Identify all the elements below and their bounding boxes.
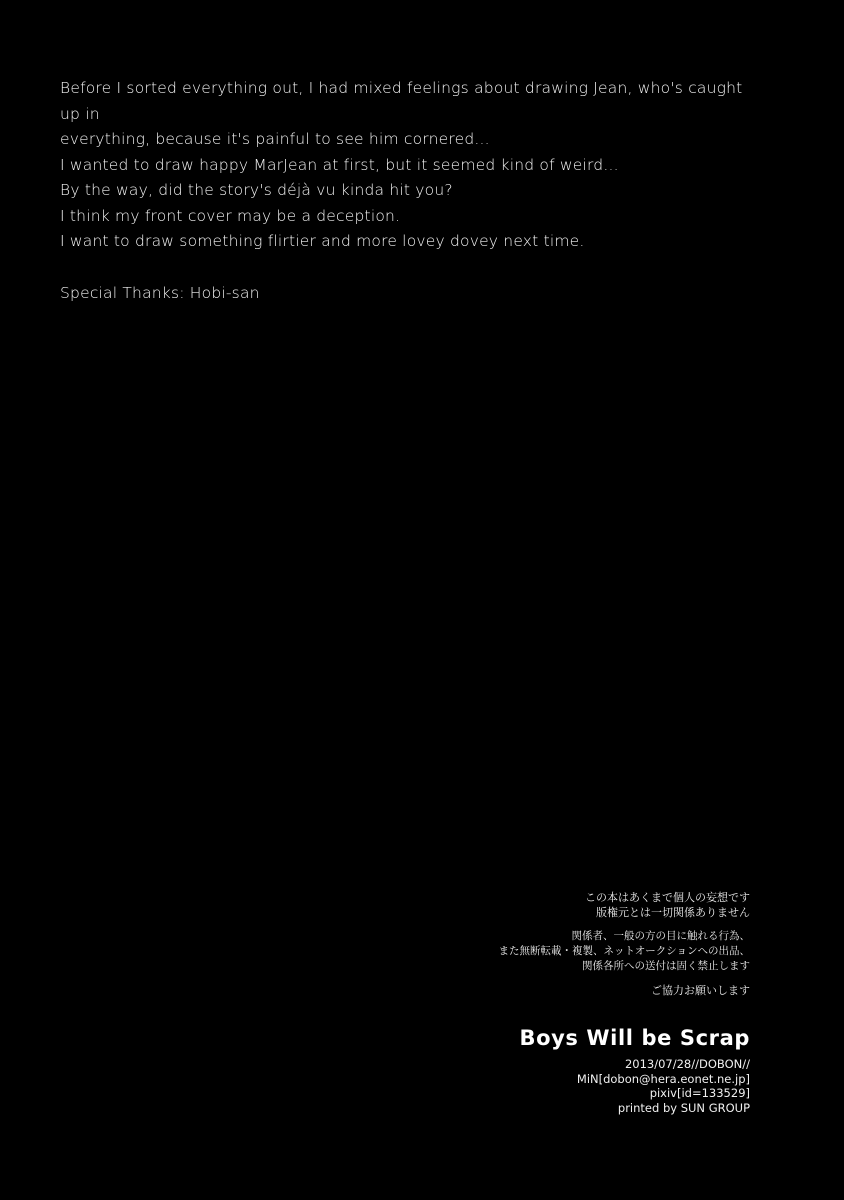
colophon-notice-line: この本はあくまで個人の妄想です — [585, 891, 750, 904]
imprint-date-circle: 2013/07/28//DOBON// — [624, 1057, 750, 1071]
special-thanks-line: Special Thanks: Hobi-san — [60, 283, 260, 302]
colophon-notice-line: 関係各所への送付は固く禁止します — [582, 960, 750, 972]
afterword-line: everything, because it's painful to see him cornered... — [60, 130, 490, 148]
colophon-spacer — [330, 920, 750, 929]
afterword-line: I think my front cover may be a deception. — [60, 206, 401, 225]
colophon-notice — [330, 890, 750, 998]
imprint-printer: printed by SUN GROUP — [617, 1100, 750, 1115]
paragraph-spacer — [60, 255, 760, 281]
afterword-line: I wanted to draw happy MarJean at first, but it seemed kind of weird... — [60, 155, 619, 174]
imprint-contact-email: MiN[dobon@hera.eonet.ne.jp] — [576, 1071, 750, 1086]
afterword-line: I want to draw something flirtier and more lovey dovey next time. — [60, 232, 585, 250]
colophon-spacer — [330, 974, 750, 983]
afterword-line: Before I sorted everything out, I had mixed feelings about drawing Jean, who's caught up in — [60, 79, 743, 123]
publication-title: Boys Will be Scrap — [519, 1026, 750, 1050]
colophon-notice-line: 関係者、一般の方の目に触れる行為、 — [571, 930, 750, 942]
afterword-line: By the way, did the story's déjà vu kinda hit you? — [60, 181, 453, 199]
colophon-request-line: ご協力お願いします — [651, 984, 750, 997]
afterword-text-block — [60, 76, 760, 306]
imprint-block — [290, 1025, 750, 1115]
colophon-notice-line: 版権元とは一切関係ありません — [596, 906, 750, 919]
imprint-meta — [290, 1057, 750, 1115]
imprint-pixiv-id: pixiv[id=133529] — [649, 1086, 750, 1100]
colophon-notice-line: また無断転載・複製、ネットオークションへの出品、 — [498, 945, 750, 957]
